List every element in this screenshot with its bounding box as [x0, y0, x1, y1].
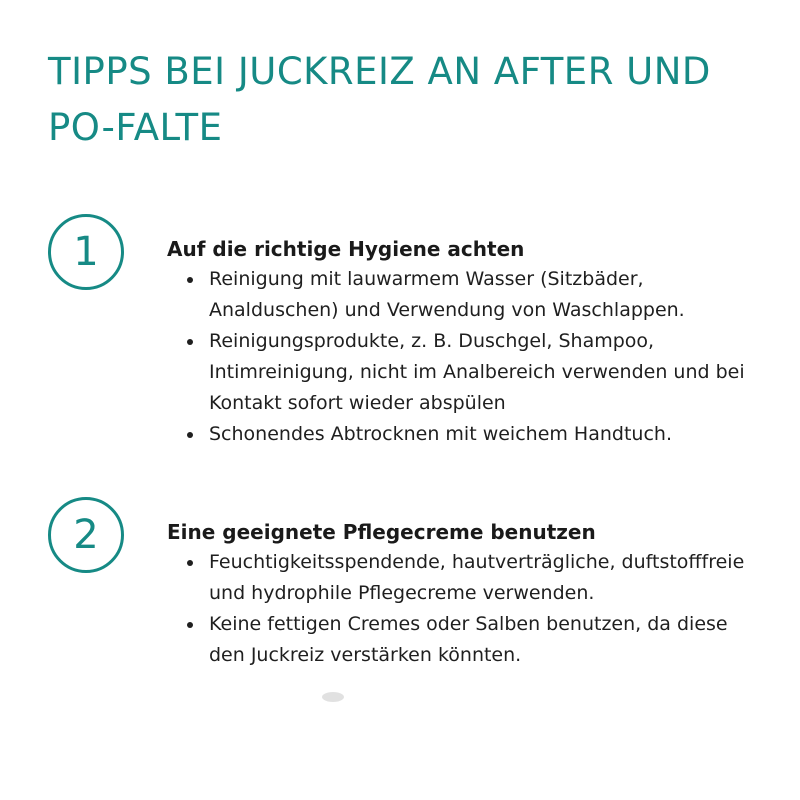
- number-circle: 1: [48, 214, 124, 290]
- smudge-mark: [322, 692, 344, 702]
- bullet-dot-icon: [187, 622, 193, 628]
- bullet-list: [167, 264, 767, 450]
- bullet-text: Reinigungsprodukte, z. B. Duschgel, Shampoo, Intimreinigung, nicht im Analbereich verwenden und bei Kontakt sofort wieder abspülen: [209, 330, 745, 414]
- bullet-item: [167, 419, 767, 450]
- bullet-dot-icon: [187, 560, 193, 566]
- tip-heading: Auf die richtige Hygiene achten: [167, 237, 525, 261]
- bullet-text: Keine fettigen Cremes oder Salben benutzen, da diese den Juckreiz verstärken könnten.: [209, 613, 728, 666]
- bullet-dot-icon: [187, 277, 193, 283]
- bullet-item: [167, 547, 767, 609]
- bullet-item: [167, 264, 767, 326]
- bullet-dot-icon: [187, 339, 193, 345]
- bullet-item: [167, 326, 767, 419]
- tip-body: [167, 517, 767, 671]
- bullet-text: Schonendes Abtrocknen mit weichem Handtuch.: [209, 423, 672, 445]
- bullet-dot-icon: [187, 432, 193, 438]
- bullet-text: Reinigung mit lauwarmem Wasser (Sitzbäder, Analduschen) und Verwendung von Waschlappen.: [209, 268, 685, 321]
- tip-body: [167, 234, 767, 450]
- number-circle: 2: [48, 497, 124, 573]
- bullet-item: [167, 609, 767, 671]
- bullet-text: Feuchtigkeitsspendende, hautverträgliche, duftstofffreie und hydrophile Pflegecreme verwenden.: [209, 551, 745, 604]
- page-title: TIPPS BEI JUCKREIZ AN AFTER UND PO-FALTE: [48, 50, 711, 149]
- bullet-list: [167, 547, 767, 671]
- tip-heading: Eine geeignete Pflegecreme benutzen: [167, 520, 596, 544]
